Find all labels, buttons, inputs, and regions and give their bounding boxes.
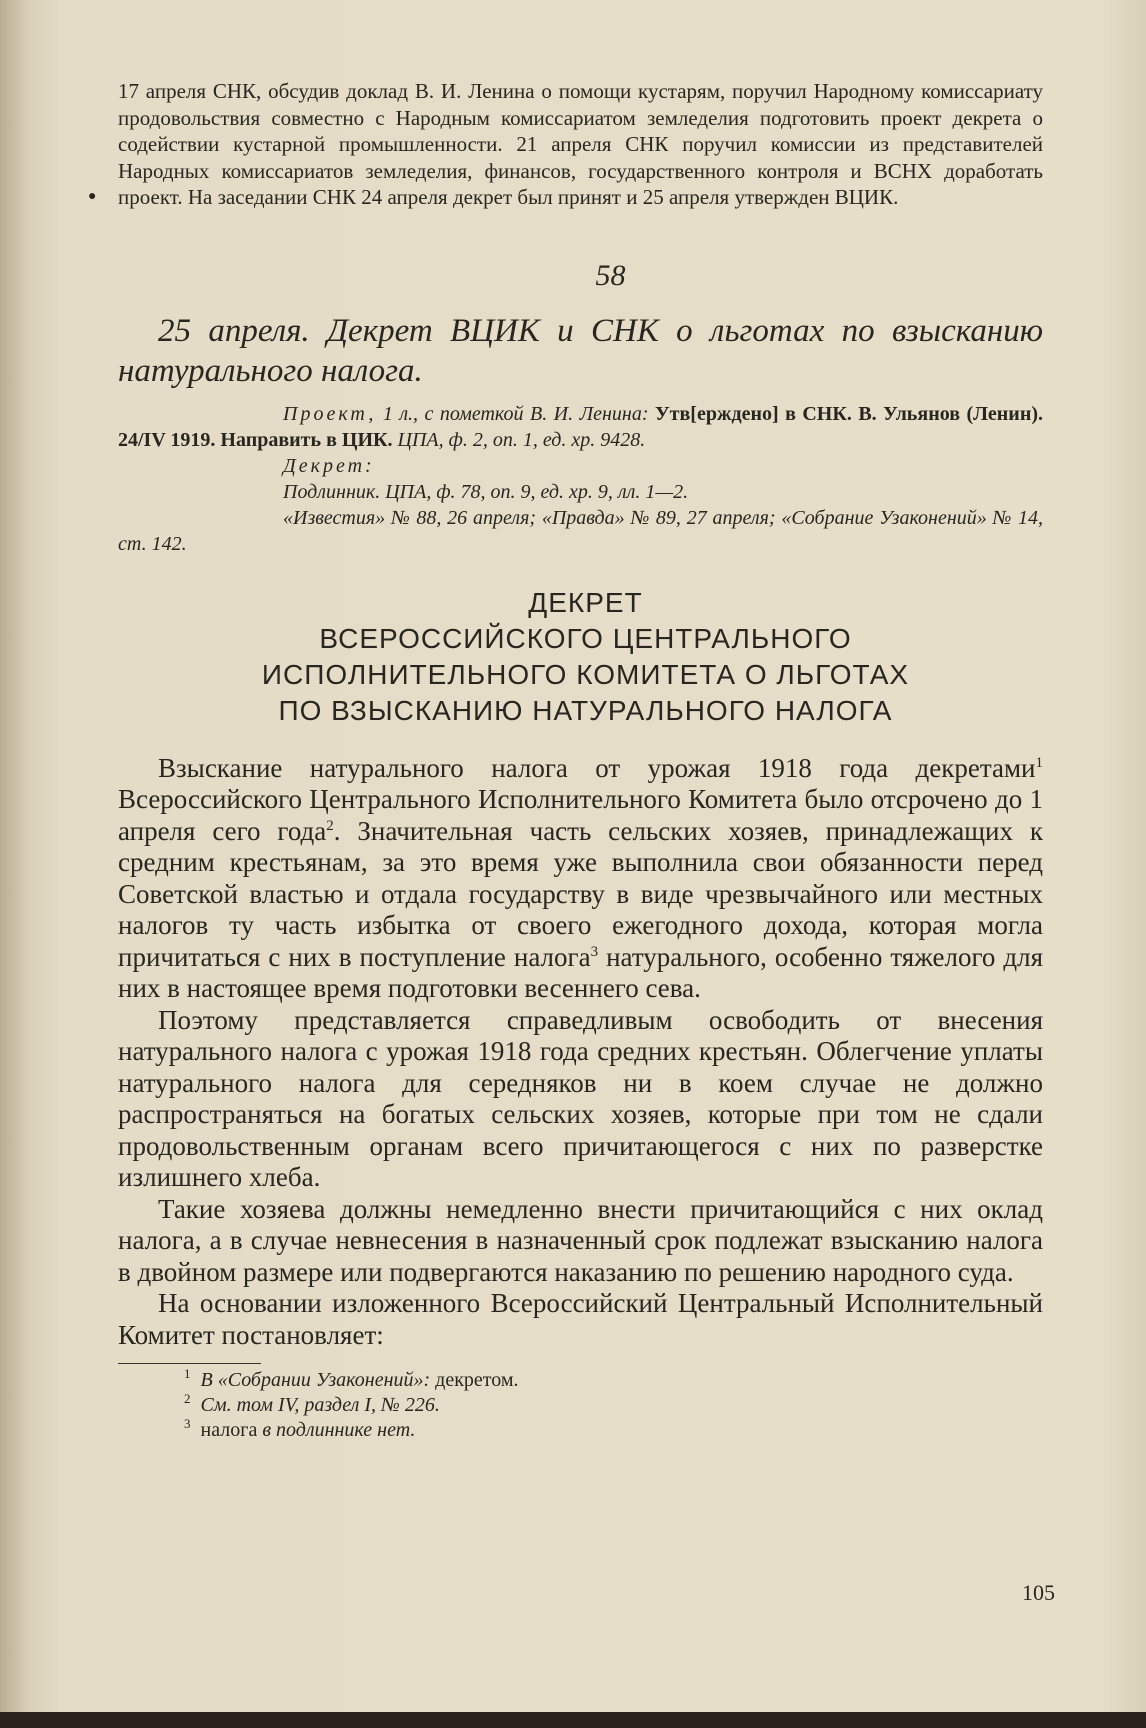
footnotes (118, 1368, 1043, 1443)
footnote-italic: в подлиннике нет. (257, 1419, 416, 1441)
book-edge (0, 1712, 1146, 1728)
page-content (88, 78, 1044, 1443)
footnote-italic: См. том IV, раздел I, № 226. (200, 1394, 440, 1416)
footnote-text: налога (200, 1419, 258, 1441)
intro-text: 17 апреля СНК, обсудив доклад В. И. Ленина о помощи кустарям, поручил Народному комиссариату продовольствия совместно с Народным комиссариатом земледелия подготовить проект декрета о содействии кустарной промышленности. 21 апреля СНК поручил комиссии из представителей Народных комиссариатов земледелия, финансов, государственного контроля и ВСНХ доработать проект. На заседании СНК 24 апреля декрет был принят и 25 апреля утвержден ВЦИК. (118, 79, 1043, 209)
footnote-text: декретом. (430, 1369, 519, 1391)
decree-label: Декрет: (283, 454, 375, 477)
footnote-italic: В «Собрании Узаконений»: (200, 1369, 431, 1391)
heading-line: ВСЕРОССИЙСКОГО ЦЕНТРАЛЬНОГО (319, 622, 852, 654)
project-archive: ЦПА, ф. 2, оп. 1, ед. хр. 9428. (397, 428, 646, 451)
decree-publications: «Известия» № 88, 26 апреля; «Правда» № 89, 27 апреля; «Собрание Узаконений» № 14, ст. 142. (118, 506, 1043, 555)
footnote-divider (118, 1363, 261, 1364)
project-label: Проект, (283, 402, 377, 425)
body-paragraph-3: Такие хозяева должны немедленно внести причитающийся с них оклад налога, а в случае невнесения в назначенный срок подлежат взысканию налога в двойном размере или подвергаются наказанию по решению народного суда. (118, 1193, 1043, 1287)
archival-sources (118, 401, 1043, 557)
footnote-ref: 2 (326, 817, 334, 834)
body-paragraph-2: Поэтому представляется справедливым освободить от внесения натурального налога с урожая 1918 года средних крестьян. Облегчение уплаты натурального налога для середняков ни в коем случае не должно распространяться на богатых сельских хозяев, которые при том не сдали продовольственным органам всего причитающегося с них по разверстке излишнего хлеба. (118, 1004, 1043, 1192)
source-project (118, 401, 1043, 453)
decree-original: Подлинник. ЦПА, ф. 78, оп. 9, ед. хр. 9, лл. 1—2. (283, 480, 689, 503)
source-original-row (118, 479, 1043, 505)
footnote-number: 2 (184, 1391, 191, 1407)
decree-body (118, 753, 1043, 1352)
footnote-1 (184, 1368, 1043, 1393)
source-publications-row (118, 505, 1043, 557)
intro-paragraph (88, 78, 1043, 211)
heading-line: ПО ВЗЫСКАНИЮ НАТУРАЛЬНОГО НАЛОГА (278, 694, 893, 726)
body-paragraph-4: На основании изложенного Всероссийский Центральный Исполнительный Комитет постановляет: (118, 1288, 1043, 1350)
document-number: 58 (595, 258, 626, 292)
source-decree-label-row (118, 453, 1043, 479)
heading-line: ДЕКРЕТ (528, 586, 643, 618)
footnote-number: 1 (184, 1366, 191, 1382)
text-run: . Значительная часть сельских хозяев, принадлежащих к средним крестьянам, за это время уже выполнила свои обязанности перед Советской властью и отдала государству в виде чрезвычайного или местных налогов ту часть избытка от своего ежегодного дохода, которая могла причитаться с них в поступление налога (118, 815, 1043, 972)
margin-mark: ● (88, 189, 97, 204)
footnote-ref: 1 (1035, 754, 1043, 771)
footnote-2 (184, 1393, 1043, 1418)
project-description: 1 л., с пометкой В. И. Ленина: (382, 402, 649, 425)
footnote-ref: 3 (590, 943, 599, 960)
heading-line: ИСПОЛНИТЕЛЬНОГО КОМИТЕТА О ЛЬГОТАХ (261, 658, 910, 690)
decree-heading (128, 585, 1043, 729)
page-number: 105 (1022, 1580, 1055, 1605)
footnote-number: 3 (184, 1416, 191, 1432)
text-run: Всероссийского Центрального Исполнительного Комитета было отсрочено до 1 апреля сего года (118, 784, 1043, 846)
body-paragraph-1 (118, 753, 1043, 1005)
text-run: Взыскание натурального налога от урожая 1918 года декретами (158, 752, 1036, 783)
document-title: 25 апреля. Декрет ВЦИК и СНК о льготах по взысканию натурального налога. (118, 312, 1043, 389)
text-run: натурального, особенно тяжелого для них в настоящее время подготовки весеннего сева. (118, 941, 1043, 1003)
lenin-note: Утв[ерждено] в СНК. В. Ульянов (Ленин). 24/IV 1919. Направить в ЦИК. (118, 402, 1044, 451)
footnote-3 (184, 1418, 1043, 1443)
